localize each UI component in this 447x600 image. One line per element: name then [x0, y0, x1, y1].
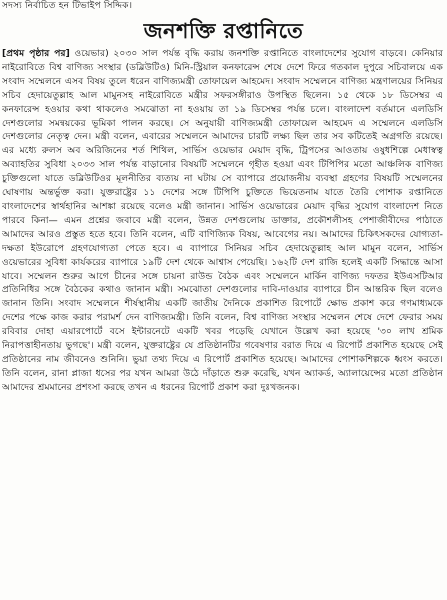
article-dateline: ওয়েভার) ২০৩০ সাল পর্যন্ত বৃদ্ধি করায় জনশক্তি রপ্তানিতে: [69, 48, 299, 59]
article-paragraph: [2, 47, 443, 395]
continuation-tag: [প্রথম পৃষ্ঠার পর]: [2, 48, 70, 59]
article-body: [2, 47, 443, 599]
previous-article-tail: সদস্য নির্বাচিত হন টিভাইপ সিদ্দিক।: [2, 0, 133, 11]
article-text: বাংলাদেশের সুযোগ বাড়বে। কেনিয়ার নাইরোবিতে বিশ্ব বাণিজ্য সংস্থার (ডব্লিউটিও) মিনি-স্ট্রিয়াল কনফারেন্স শেষে দেশে ফিরে গতকাল দুপুরে সচিবালয়ে এক সংবাদ সম্মেলনে এসব বিষয় তুলে ধরেন বাণিজ্যমন্ত্রী তোফায়েল আহমেদ। সংবাদ সম্মেলনে বাণিজ্য মন্ত্রণালয়ের সিনিয়র সচিব হেদায়েতুল্লাহ আল মামুনসহ নাইরোবিতে মন্ত্রীর সফরসঙ্গীরাও উপস্থিত ছিলেন। ১৫ থেকে ১৮ ডিসেম্বর এ কনফারেন্স হওয়ার কথা থাকলেও সমঝোতা না হওয়ায় তা ১৯ ডিসেম্বর পর্যন্ত চলে। বাংলাদেশ বর্তমানে এলডিসি দেশগুলোর সমন্বয়কের ভূমিকা পালন করছে। সে অনুযায়ী বাণিজ্যমন্ত্রী তোফায়েল আহমেদ এ সম্মেলনে এলডিসি দেশগুলোর নেতৃত্ব দেন। মন্ত্রী বলেন, এবারের সম্মেলনে আমাদের চারটি লক্ষ্য ছিল তার সব কটিতেই অগ্রগতি রয়েছে। এর মধ্যে রুলস অব অরিজিনের শর্ত শিথিল, সার্ভিস ওয়েভার মেয়াদ বৃদ্ধি, ট্রিপসের আওতায় ওষুধশিল্পে মেধাস্বত্ব অব্যাহতির সুবিধা ২০৩৩ সাল পর্যন্ত বাড়ানোর বিষয়টি সম্মেলনে গৃহীত হওয়া এবং টিপিপির মতো আঞ্চলিক বাণিজ্য চুক্তিগুলো যাতে ডব্লিউটিওর মূলনীতির ব্যত্যয় না ঘটায় সে ব্যাপারে প্রয়োজনীয় ব্যবস্থা গ্রহণের বিষয়টি সম্মেলনের ঘোষণায় অন্তর্ভুক্ত করা। যুক্তরাষ্ট্রের ১১ দেশের সঙ্গে টিপিপি চুক্তিতে ভিয়েতনাম যাতে তৈরি পোশাক রপ্তানিতে বাংলাদেশের স্বার্থহানির আশঙ্কা রয়েছে বলেও মন্ত্রী জানান। সার্ভিস ওয়েভারের মেয়াদ বৃদ্ধির সুযোগ বাংলাদেশ নিতে পারবে কিনা— এমন প্রশ্নের জবাবে মন্ত্রী বলেন, উন্নত দেশগুলোয় ডাক্তার, প্রকৌশলীসহ পেশাজীবীদের পাঠাতে আমাদের আরও প্রস্তুত হতে হবে। তিনি বলেন, এটি বাণিজ্যিক বিষয়, আবেগের নয়। আমাদের চিকিৎসকদের যোগ্যতা-দক্ষতা ইউরোপে গ্রহণযোগ্যতা পেতে হবে। এ ব্যাপারে সিনিয়র সচিব হেদায়েতুল্লাহ আল মামুন বলেন, সার্ভিস ওয়েভারের সুবিধা কার্যকরের ব্যাপারে ১৯টি দেশ থেকে আশ্বাস পেয়েছি। ১৬২টি দেশ রাজি হলেই একটি সিদ্ধান্তে আসা যাবে। সম্মেলন শুরুর আগে চীনের সঙ্গে চায়না রাউন্ড বৈঠক এবং সম্মেলনে মার্কিন বাণিজ্য দফতর ইউএসটিআর প্রতিনিধির সঙ্গে বৈঠকের কথাও জানান মন্ত্রী। সমঝোতা দেশগুলোর দাবি-দাওয়ার ব্যাপারে চীন আন্তরিক ছিল বলেও জানান তিনি। সংবাদ সম্মেলনে শীর্ষস্থানীয় একটি জাতীয় দৈনিকে প্রকাশিত রিপোর্টে ক্ষোভ প্রকাশ করে গণমাধ্যমকে দেশের পক্ষে কাজ করার পরামর্শ দেন বাণিজ্যমন্ত্রী। তিনি বলেন, বিশ্ব বাণিজ্য সংস্থার সম্মেলন শেষে দেশে ফেরার সময় রবিবার দোহা এয়ারপোর্টে বসে ইন্টারনেটে একটি খবর পড়েছি যেখানে উল্লেখ করা হয়েছে '৩০ লাখ শ্রমিক নিরাপত্তাহীনতায় ভুগছে'। মন্ত্রী বলেন, যুক্তরাষ্ট্রের যে প্রতিষ্ঠানটির গবেষণার বরাত দিয়ে এ রিপোর্ট প্রকাশিত হয়েছে সেই প্রতিষ্ঠানের নাম জীবনেও শুনিনি। ভুয়া তথ্য দিয়ে এ রিপোর্ট প্রকাশিত হয়েছে। আমাদের পোশাকশিল্পকে ধ্বংস করতে। তিনি বলেন, রানা প্লাজা ধসের পর যখন আমরা উঠে দাঁড়াতে শুরু করেছি, যখন অ্যাকর্ড, অ্যালায়েন্সের মতো প্রতিষ্ঠান আমাদের শ্রমমানের প্রশংসা করছে তখন এ ধরনের রিপোর্ট প্রকাশ করা দুঃখজনক।: [2, 48, 443, 393]
article-headline: জনশক্তি রপ্তানিতে: [143, 19, 304, 43]
